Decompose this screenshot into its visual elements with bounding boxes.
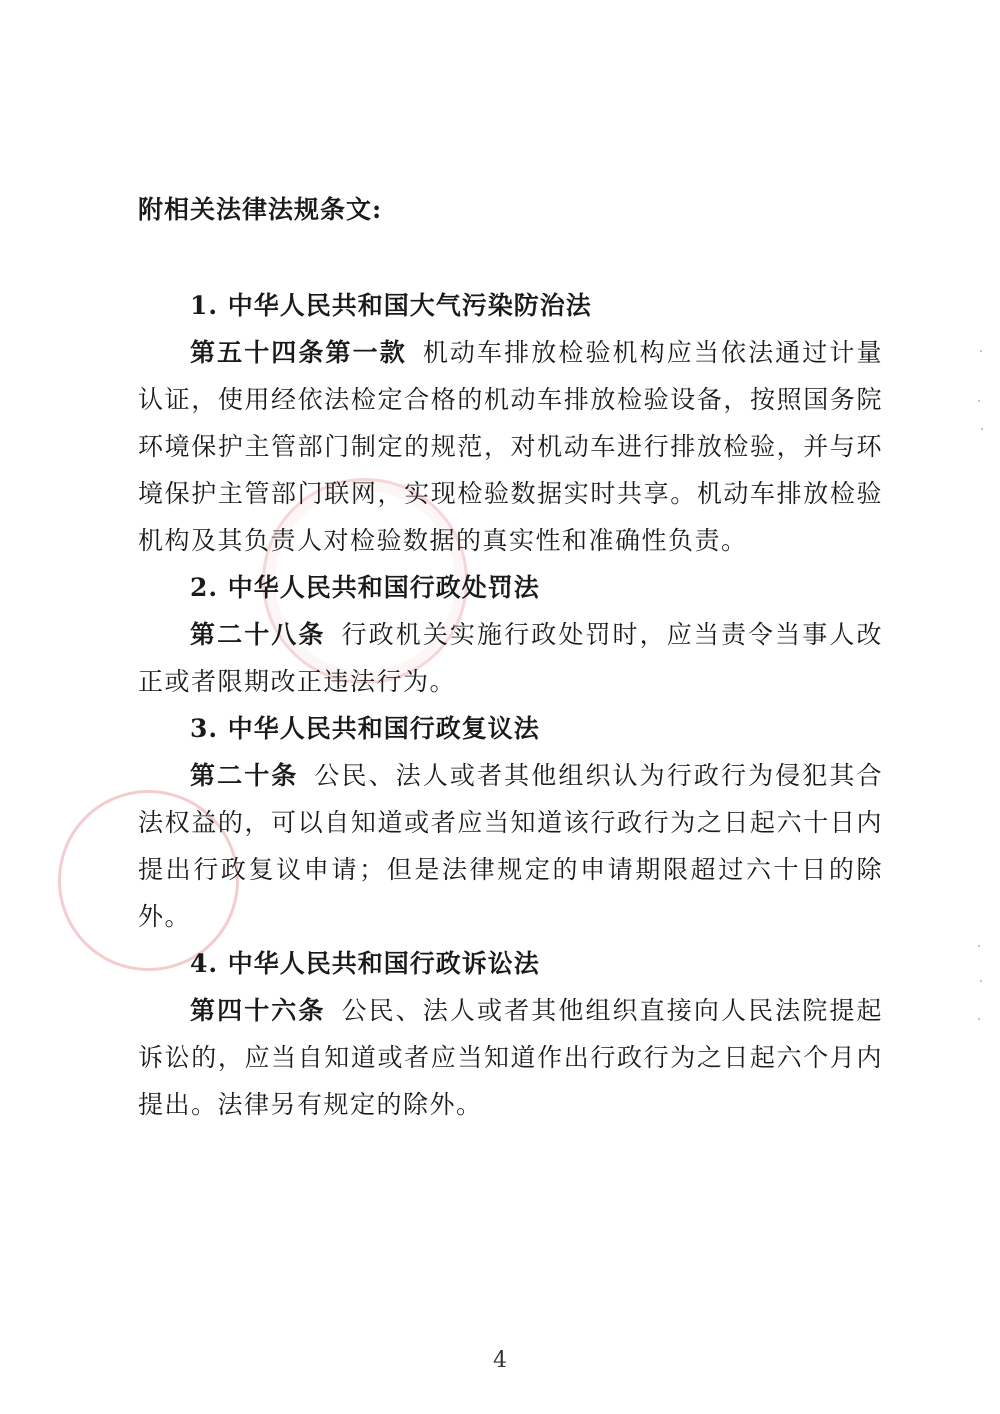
article-number: 第二十八条 (190, 620, 326, 649)
article-paragraph (138, 752, 883, 940)
law-section (138, 940, 883, 1128)
scan-speck (978, 400, 980, 402)
law-title: 3. 中华人民共和国行政复议法 (190, 714, 540, 743)
article-text: 公民、法人或者其他组织认为行政行为侵犯其合法权益的，可以自知道或者应当知道该行政行为之日起六十日内提出行政复议申请；但是法律规定的申请期限超过六十日的除外。 (138, 761, 883, 931)
law-section (138, 282, 883, 564)
scan-speck (978, 1018, 980, 1020)
article-number: 第二十条 (190, 761, 299, 790)
law-section (138, 564, 883, 705)
law-title: 4. 中华人民共和国行政诉讼法 (190, 949, 540, 978)
attachment-heading: 附相关法律法规条文: (138, 195, 383, 224)
scan-speck (980, 350, 982, 352)
law-list (138, 282, 883, 1128)
article-text: 行政机关实施行政处罚时，应当责令当事人改正或者限期改正违法行为。 (138, 620, 883, 696)
article-paragraph (138, 611, 883, 705)
article-number: 第五十四条第一款 (190, 338, 407, 367)
law-title: 2. 中华人民共和国行政处罚法 (190, 573, 540, 602)
scan-speck (980, 980, 982, 982)
article-number: 第四十六条 (190, 996, 326, 1025)
page-number: 4 (493, 1348, 507, 1373)
law-title: 1. 中华人民共和国大气污染防治法 (190, 291, 592, 320)
article-text: 公民、法人或者其他组织直接向人民法院提起诉讼的，应当自知道或者应当知道作出行政行为之日起六个月内提出。法律另有规定的除外。 (138, 996, 883, 1119)
law-section (138, 705, 883, 940)
scan-speck (981, 428, 983, 430)
scan-speck (978, 945, 980, 947)
article-text: 机动车排放检验机构应当依法通过计量认证，使用经依法检定合格的机动车排放检验设备，按照国务院环境保护主管部门制定的规范，对机动车进行排放检验，并与环境保护主管部门联网，实现检验数据实时共享。机动车排放检验机构及其负责人对检验数据的真实性和准确性负责。 (138, 338, 883, 555)
article-paragraph (138, 987, 883, 1128)
article-paragraph (138, 329, 883, 564)
